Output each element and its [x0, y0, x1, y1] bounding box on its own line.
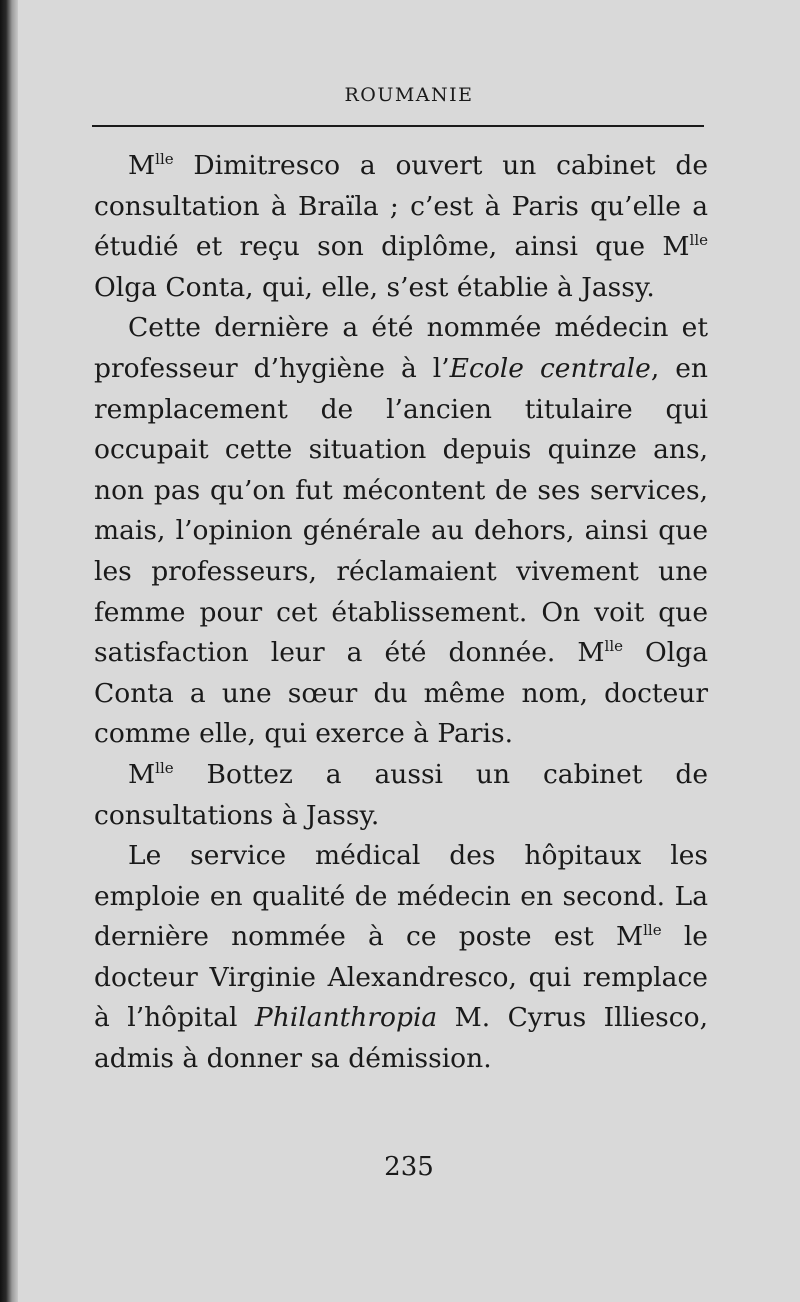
paragraph-1: $M^{lle}$ Dimitresco a ouvert un cabinet de consultation à Braïla ; c’est à Paris qu’elle a étudié et reçu son diplôme, ainsi que $M^{lle}$ Olga Conta, qui, elle, s’est établie à Jassy. — [94, 150, 708, 303]
italic-ecole-centrale: Ecole centrale — [449, 352, 651, 384]
page-number: 235 — [384, 1152, 434, 1182]
paragraph-2: Cette dernière a été nommée médecin et professeur d’hygiène à l’Ecole centrale, en remplacement de l’ancien titulaire qui occupait cette situation depuis quinze ans, non pas qu’on fut mécontent de ses services, mais, l’opinion générale au dehors, ainsi que les professeurs, réclamaient vivement une femme pour cet établissement. On voit que satisfaction leur a été donnée. $M^{lle}$ Olga Conta a une sœur du même nom, docteur comme elle, qui exerce à Paris. — [94, 312, 709, 750]
scan-edge — [0, 0, 18, 1302]
running-head: ROUMANIE — [344, 84, 474, 106]
paragraph-4: Le service médical des hôpitaux les emploie en qualité de médecin en second. La dernière nommée à ce poste est $M^{lle}$ le docteur Virginie Alexandresco, qui remplace à l’hôpital Philanthropia M. Cyrus Illiesco, admis à donner sa démission. — [94, 840, 708, 1075]
header-rule — [92, 125, 704, 127]
body-text — [94, 146, 708, 1080]
italic-philanthropia: Philanthropia — [254, 1002, 438, 1034]
book-page — [18, 0, 800, 1302]
paragraph-3: $M^{lle}$ Bottez a aussi un cabinet de consultations à Jassy. — [94, 758, 708, 831]
